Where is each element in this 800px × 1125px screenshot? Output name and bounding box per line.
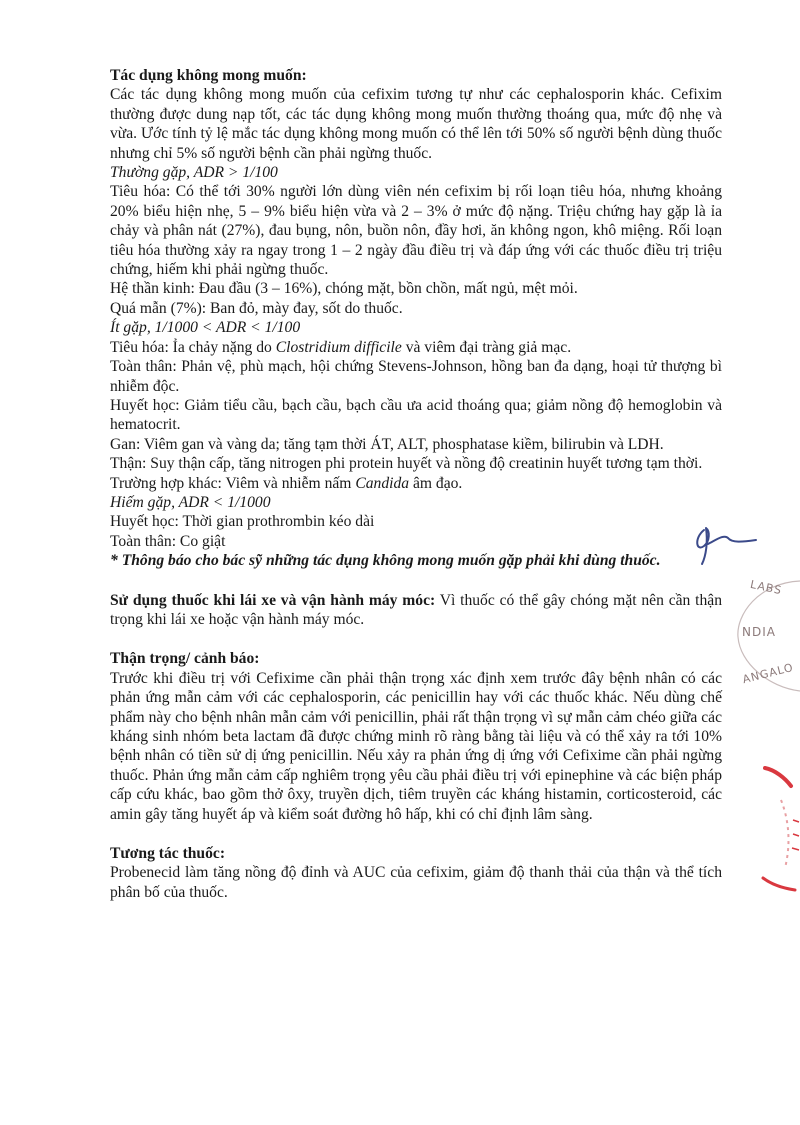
driving-text: Vì thuốc có thể gây chóng mặt nên cần thận trọng khi lái xe hoặc vận hành máy móc. [110,591,722,628]
uncommon-digestive-prefix: Tiêu hóa: Ỉa chảy nặng do [110,338,276,356]
rare-item-systemic: Toàn thân: Co giật [110,532,226,550]
common-frequency-label: Thường gặp, ADR > 1/100 [110,164,278,182]
uncommon-item-hematology: Huyết học: Giảm tiểu cầu, bạch cầu, bạch cầu ưa acid thoáng qua; giảm nồng độ hemoglobin và hematocrit. [110,396,722,434]
uncommon-other-prefix: Trường hợp khác: Viêm và nhiễm nấm [110,474,356,492]
rare-item-hematology: Huyết học: Thời gian prothrombin kéo dài [110,513,375,531]
rare-frequency-label: Hiếm gặp, ADR < 1/1000 [110,493,271,511]
common-item-digestive: Tiêu hóa: Có thể tới 30% người lớn dùng viên nén cefixim bị rối loạn tiêu hóa, nhưng khoảng 20% biểu hiện nhẹ, 5 – 9% biểu hiện vừa và 2 – 3% ở mức độ nặng. Triệu chứng hay gặp là ỉa chảy và phân nát (27%), đau bụng, nôn, buồn nôn, đầy hơi, ăn không ngon, khô miệng. Rối loạn tiêu hóa thường xảy ra ngay trong 1 – 2 ngày đầu điều trị và đáp ứng với các thuốc điều trị triệu chứng, hiếm khi phải ngừng thuốc. [110,183,722,279]
uncommon-other-suffix: âm đạo. [409,474,463,492]
stamp-text-ndia: NDIA [742,625,776,639]
uncommon-item-other [110,474,722,493]
red-seal-stamp [755,760,800,900]
section-spacer [110,629,722,649]
section-spacer [110,824,722,844]
precautions-heading: Thận trọng/ cảnh báo: [110,650,260,668]
uncommon-item-systemic: Toàn thân: Phản vệ, phù mạch, hội chứng Stevens-Johnson, hồng ban đa dạng, hoại tử thượng bì nhiễm độc. [110,358,722,395]
common-item-hypersensitivity: Quá mẫn (7%): Ban đỏ, mày đay, sốt do thuốc. [110,299,403,317]
adverse-effects-intro: Các tác dụng không mong muốn của cefixim tương tự như các cephalosporin khác. Cefixim thường được dung nạp tốt, các tác dụng không mong muốn thường thoáng qua, mức độ nhẹ và vừa. Ước tính tỷ lệ mắc tác dụng không mong muốn có thể lên tới 50% số người bệnh dùng thuốc nhưng chỉ 5% số người bệnh cần phải ngừng thuốc. [110,86,722,162]
interactions-text: Probenecid làm tăng nồng độ đỉnh và AUC của cefixim, giảm độ thanh thải của thận và thể tích phân bố của thuốc. [110,864,722,901]
common-item-nervous: Hệ thần kinh: Đau đầu (3 – 16%), chóng mặt, bồn chồn, mất ngủ, mệt mỏi. [110,280,578,298]
section-spacer [110,571,722,591]
adverse-effects-heading: Tác dụng không mong muốn: [110,67,307,84]
uncommon-frequency-label: Ít gặp, 1/1000 < ADR < 1/100 [110,319,301,337]
uncommon-item-digestive [110,338,722,357]
stamp-text-labs: LABS [749,577,784,598]
uncommon-item-kidney: Thận: Suy thận cấp, tăng nitrogen phi protein huyết và nồng độ creatinin huyết tương tạm thời. [110,455,703,473]
uncommon-digestive-suffix: và viêm đại tràng giả mạc. [401,338,572,356]
uncommon-other-organism: Candida [355,474,410,492]
driving-paragraph [110,591,722,630]
document-body [110,66,722,902]
precautions-text: Trước khi điều trị với Cefixime cần phải thận trọng xác định xem trước đây bệnh nhân có các phản ứng mẫn cảm với các cephalosporin, các penicillin hay với các thuốc khác. Nếu dùng chế phẩm này cho bệnh nhân mẫn cảm với penicillin, phải rất thận trọng vì sự mẫn cảm chéo giữa các kháng sinh nhóm beta lactam đã được chứng minh rõ ràng bằng tài liệu và có thể xảy ra tới 10% bệnh nhân có tiền sử dị ứng penicillin. Nếu xảy ra phản ứng dị ứng với Cefixime cần phải ngừng thuốc. Phản ứng mẫn cảm cấp nghiêm trọng yêu cầu phải điều trị với epinephine và các biện pháp cấp cứu khác, bao gồm thở ôxy, truyền dịch, tiêm truyền các kháng histamin, corticosteroid, các amin gây tăng huyết áp và kiểm soát đường hô hấp, khi có chỉ định lâm sàng. [110,669,722,823]
company-stamp [728,575,800,695]
stamp-text-angalo: ANGALO [741,660,796,687]
doctor-notice: * Thông báo cho bác sỹ những tác dụng không mong muốn gặp phải khi dùng thuốc. [110,552,661,570]
signature-mark [690,516,760,566]
uncommon-item-liver: Gan: Viêm gan và vàng da; tăng tạm thời ÁT, ALT, phosphatase kiềm, bilirubin và LDH. [110,435,664,453]
interactions-heading: Tương tác thuốc: [110,845,226,863]
driving-heading: Sử dụng thuốc khi lái xe và vận hành máy móc: [110,591,436,609]
uncommon-digestive-organism: Clostridium difficile [275,338,402,356]
